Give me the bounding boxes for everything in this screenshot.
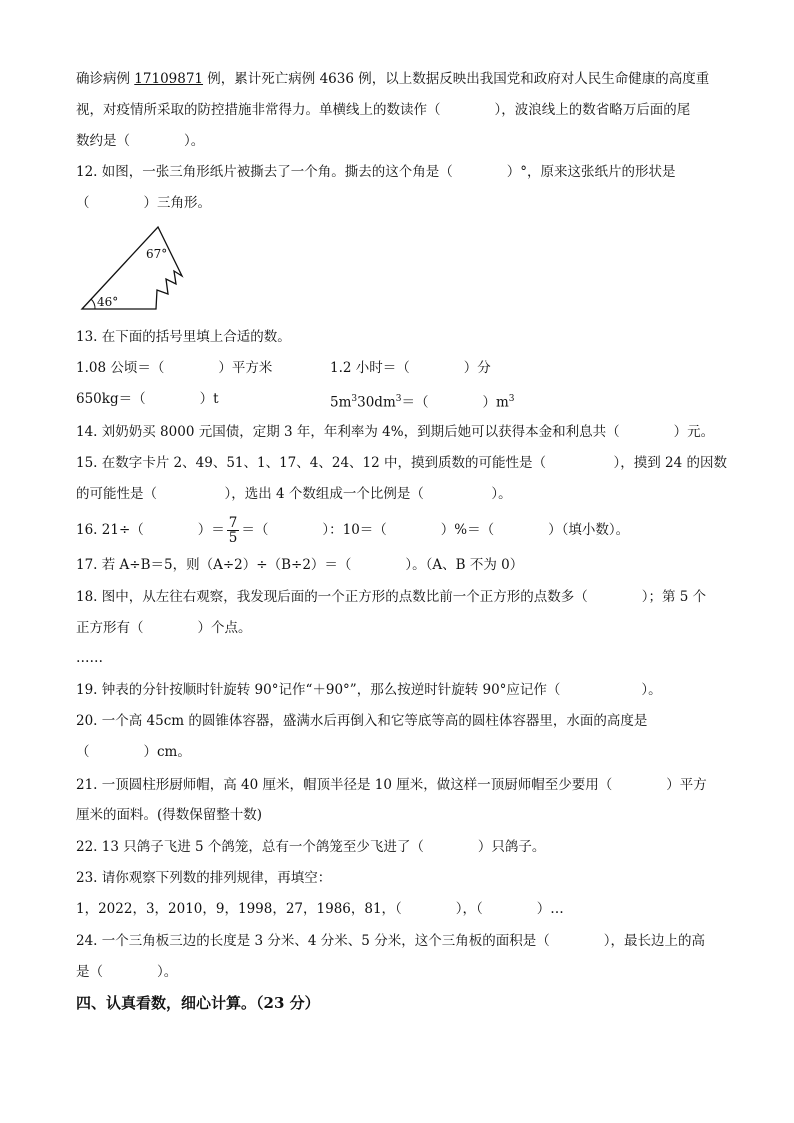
text: ＝（ ）：10＝（ ）%＝（ ）（填小数）。 [241, 522, 630, 538]
angle-bottom-label: 46° [97, 295, 119, 309]
q22: 22. 13 只鸽子飞进 5 个鸽笼，总有一个鸽笼至少飞进了（ ）只鸽子。 [76, 839, 546, 855]
section-heading: 四、认真看数，细心计算。（23 分） [76, 994, 320, 1012]
superscript: 3 [395, 394, 402, 404]
q24-line2: 是（ ）。 [76, 964, 178, 980]
fraction-numerator: 7 [228, 515, 238, 531]
angle-top-label: 67° [146, 247, 168, 261]
superscript: 3 [508, 394, 515, 404]
p11-line2: 视，对疫情所采取的防控措施非常得力。单横线上的数读作（ ），波浪线上的数省略万后面的尾 [76, 102, 691, 118]
q20-line1: 20. 一个高 45cm 的圆锥体容器，盛满水后再倒入和它等底等高的圆柱体容器里，水面的高度是 [76, 713, 648, 729]
q13-d [330, 390, 515, 412]
q23-line2: 1，2022，3，2010，9，1998，27，1986，81，（ ），（ ）… [76, 901, 564, 917]
superscript: 3 [351, 394, 358, 404]
q24-line1: 24. 一个三角板三边的长度是 3 分米、4 分米、5 分米，这个三角板的面积是（ ），最长边上的高 [76, 933, 705, 949]
q21-line2: 厘米的面料。(得数保留整十数) [76, 807, 263, 823]
angle-arc [91, 299, 95, 309]
text: 例，累计死亡病例 4636 例，以上数据反映出我国党和政府对人民生命健康的高度重 [203, 71, 710, 87]
text: ＝（ ）m [401, 394, 509, 411]
text: 5m [330, 394, 352, 411]
q15-line1: 15. 在数字卡片 2、49、51、1、17、4、24、12 中，摸到质数的可能性是（ ），摸到 24 的因数 [76, 455, 728, 471]
q18-ellipsis: …… [76, 650, 103, 666]
fraction [227, 516, 240, 545]
q16 [76, 515, 629, 545]
q17: 17. 若 A÷B＝5，则（A÷2）÷（B÷2）＝（ ）。（A、B 不为 0） [76, 557, 524, 573]
text: 16. 21÷（ ）＝ [76, 522, 225, 538]
p11-line1 [76, 70, 709, 88]
text: 30dm [357, 394, 396, 411]
text: 确诊病例 [76, 71, 135, 87]
q19: 19. 钟表的分针按顺时针旋转 90°记作“＋90°”，那么按逆时针旋转 90°应记作（ ）。 [76, 682, 662, 698]
q13-a: 1.08 公顷＝（ ）平方米 [76, 360, 273, 376]
underlined-number: 17109871 [134, 71, 204, 87]
q12-line1: 12. 如图，一张三角形纸片被撕去了一个角。撕去的这个角是（ ）°，原来这张纸片的形状是 [76, 164, 676, 180]
q15-line2: 的可能性是（ ），选出 4 个数组成一个比例是（ ）。 [76, 486, 512, 502]
q13-c: 650kg＝（ ）t [76, 391, 219, 407]
q21-line1: 21. 一顶圆柱形厨师帽，高 40 厘米，帽顶半径是 10 厘米，做这样一顶厨师帽至少要用（ ）平方 [76, 777, 707, 793]
p11-line3: 数约是（ ）。 [76, 133, 205, 149]
q23-line1: 23. 请你观察下列数的排列规律，再填空： [76, 870, 332, 886]
q20-line2: （ ）cm。 [76, 744, 191, 760]
q14: 14. 刘奶奶买 8000 元国债，定期 3 年，年利率为 4%，到期后她可以获得本金和利息共（ ）元。 [76, 424, 715, 440]
q12-line2: （ ）三角形。 [76, 195, 211, 211]
q18-line2: 正方形有（ ）个点。 [76, 620, 252, 636]
fraction-denominator: 5 [228, 530, 238, 546]
q13-b: 1.2 小时＝（ ）分 [330, 360, 491, 376]
torn-triangle-figure [78, 224, 190, 314]
q13-title: 13. 在下面的括号里填上合适的数。 [76, 329, 291, 345]
q18-line1: 18. 图中，从左往右观察，我发现后面的一个正方形的点数比前一个正方形的点数多（ ）；第 5 个 [76, 589, 707, 605]
